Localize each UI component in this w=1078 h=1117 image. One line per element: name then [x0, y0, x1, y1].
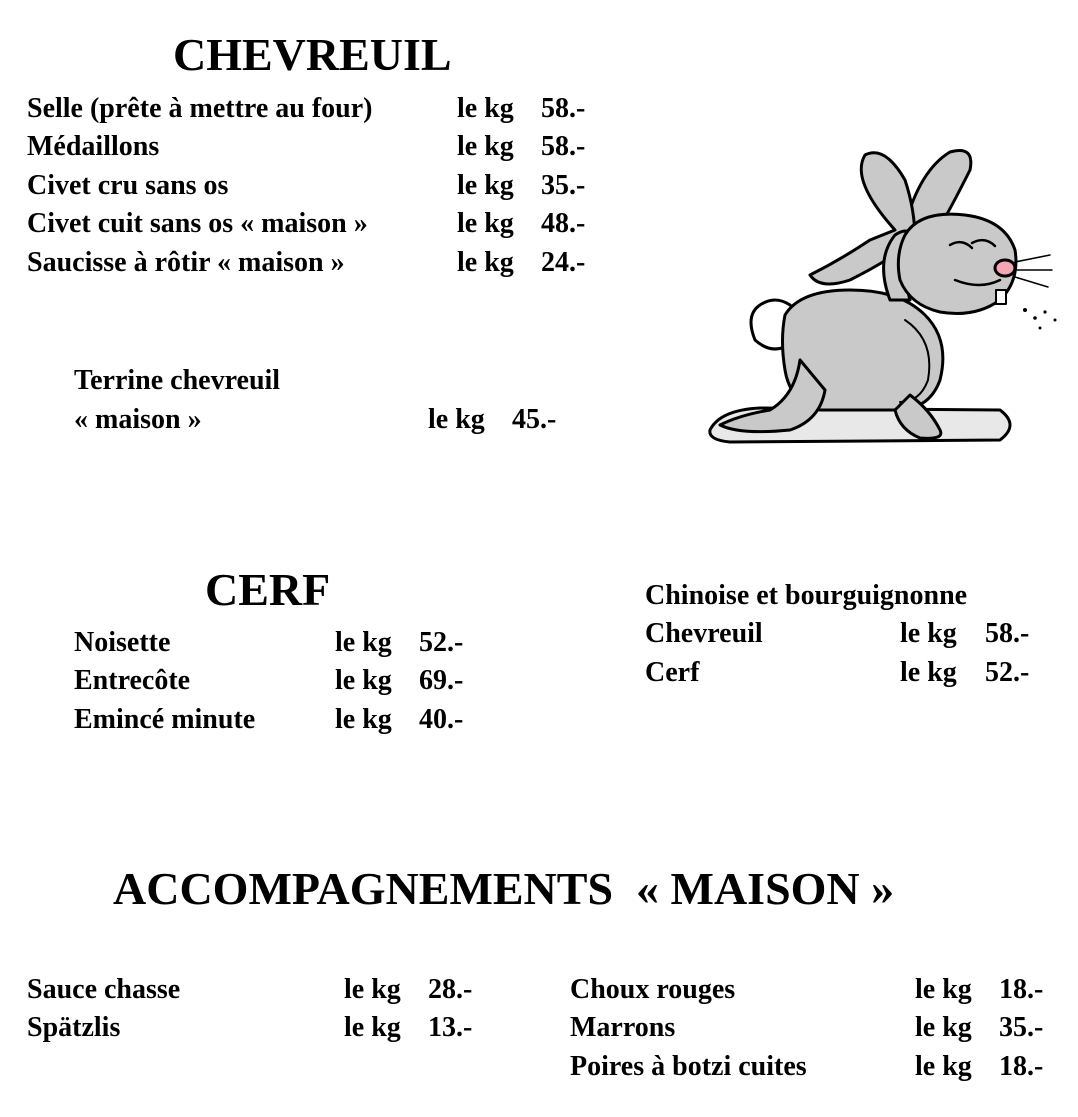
accomp-right-name: Choux rouges	[570, 974, 736, 1005]
accomp-left-name: Spätzlis	[27, 1012, 121, 1043]
accomp-left-price: 13.-	[428, 1012, 473, 1043]
accomp-right-unit: le kg	[915, 974, 972, 1005]
chevreuil-item-name: Selle (prête à mettre au four)	[27, 93, 373, 124]
cerf-item-name: Emincé minute	[74, 704, 256, 735]
accomp-left-price: 28.-	[428, 974, 473, 1005]
cerf-title: CERF	[205, 564, 331, 615]
chevreuil-item-price: 58.-	[541, 131, 586, 162]
chinoise-item-price: 58.-	[985, 618, 1030, 649]
chevreuil-item-name: Civet cru sans os	[27, 170, 229, 201]
chevreuil-item-name: Saucisse à rôtir « maison »	[27, 247, 345, 278]
chevreuil-item-unit: le kg	[457, 208, 514, 239]
accomp-right-unit: le kg	[915, 1051, 972, 1082]
cerf-item-price: 52.-	[419, 627, 464, 658]
accomp-right-price: 35.-	[999, 1012, 1044, 1043]
chinoise-item-unit: le kg	[900, 618, 957, 649]
chevreuil-title: CHEVREUIL	[173, 29, 452, 80]
cerf-item-unit: le kg	[335, 627, 392, 658]
cerf-item-unit: le kg	[335, 704, 392, 735]
chinoise-title: Chinoise et bourguignonne	[645, 580, 968, 611]
chinoise-item-price: 52.-	[985, 657, 1030, 688]
rabbit-icon	[700, 140, 1070, 450]
accomp-left-unit: le kg	[344, 1012, 401, 1043]
chinoise-item-name: Chevreuil	[645, 618, 763, 649]
accomp-right-unit: le kg	[915, 1012, 972, 1043]
accomp-left-unit: le kg	[344, 974, 401, 1005]
cerf-item-name: Entrecôte	[74, 665, 191, 696]
chevreuil-item-price: 48.-	[541, 208, 586, 239]
accomp-right-price: 18.-	[999, 1051, 1044, 1082]
cerf-item-name: Noisette	[74, 627, 171, 658]
terrine-unit: le kg	[428, 404, 485, 435]
cerf-item-unit: le kg	[335, 665, 392, 696]
chevreuil-item-unit: le kg	[457, 131, 514, 162]
chevreuil-item-price: 58.-	[541, 93, 586, 124]
terrine-price: 45.-	[512, 404, 557, 435]
accomp-right-name: Marrons	[570, 1012, 676, 1043]
terrine-line1: Terrine chevreuil	[74, 365, 281, 396]
chevreuil-item-price: 35.-	[541, 170, 586, 201]
cerf-item-price: 69.-	[419, 665, 464, 696]
chinoise-item-name: Cerf	[645, 657, 700, 688]
chinoise-item-unit: le kg	[900, 657, 957, 688]
chevreuil-item-price: 24.-	[541, 247, 586, 278]
terrine-line2: « maison »	[74, 404, 202, 435]
chevreuil-item-name: Civet cuit sans os « maison »	[27, 208, 368, 239]
accomp-right-name: Poires à botzi cuites	[570, 1051, 807, 1082]
chevreuil-item-name: Médaillons	[27, 131, 160, 162]
chevreuil-item-unit: le kg	[457, 93, 514, 124]
accomp-right-price: 18.-	[999, 974, 1044, 1005]
chevreuil-item-unit: le kg	[457, 170, 514, 201]
chevreuil-item-unit: le kg	[457, 247, 514, 278]
cerf-item-price: 40.-	[419, 704, 464, 735]
accomp-left-name: Sauce chasse	[27, 974, 181, 1005]
accompagnements-title: ACCOMPAGNEMENTS « MAISON »	[113, 863, 895, 914]
